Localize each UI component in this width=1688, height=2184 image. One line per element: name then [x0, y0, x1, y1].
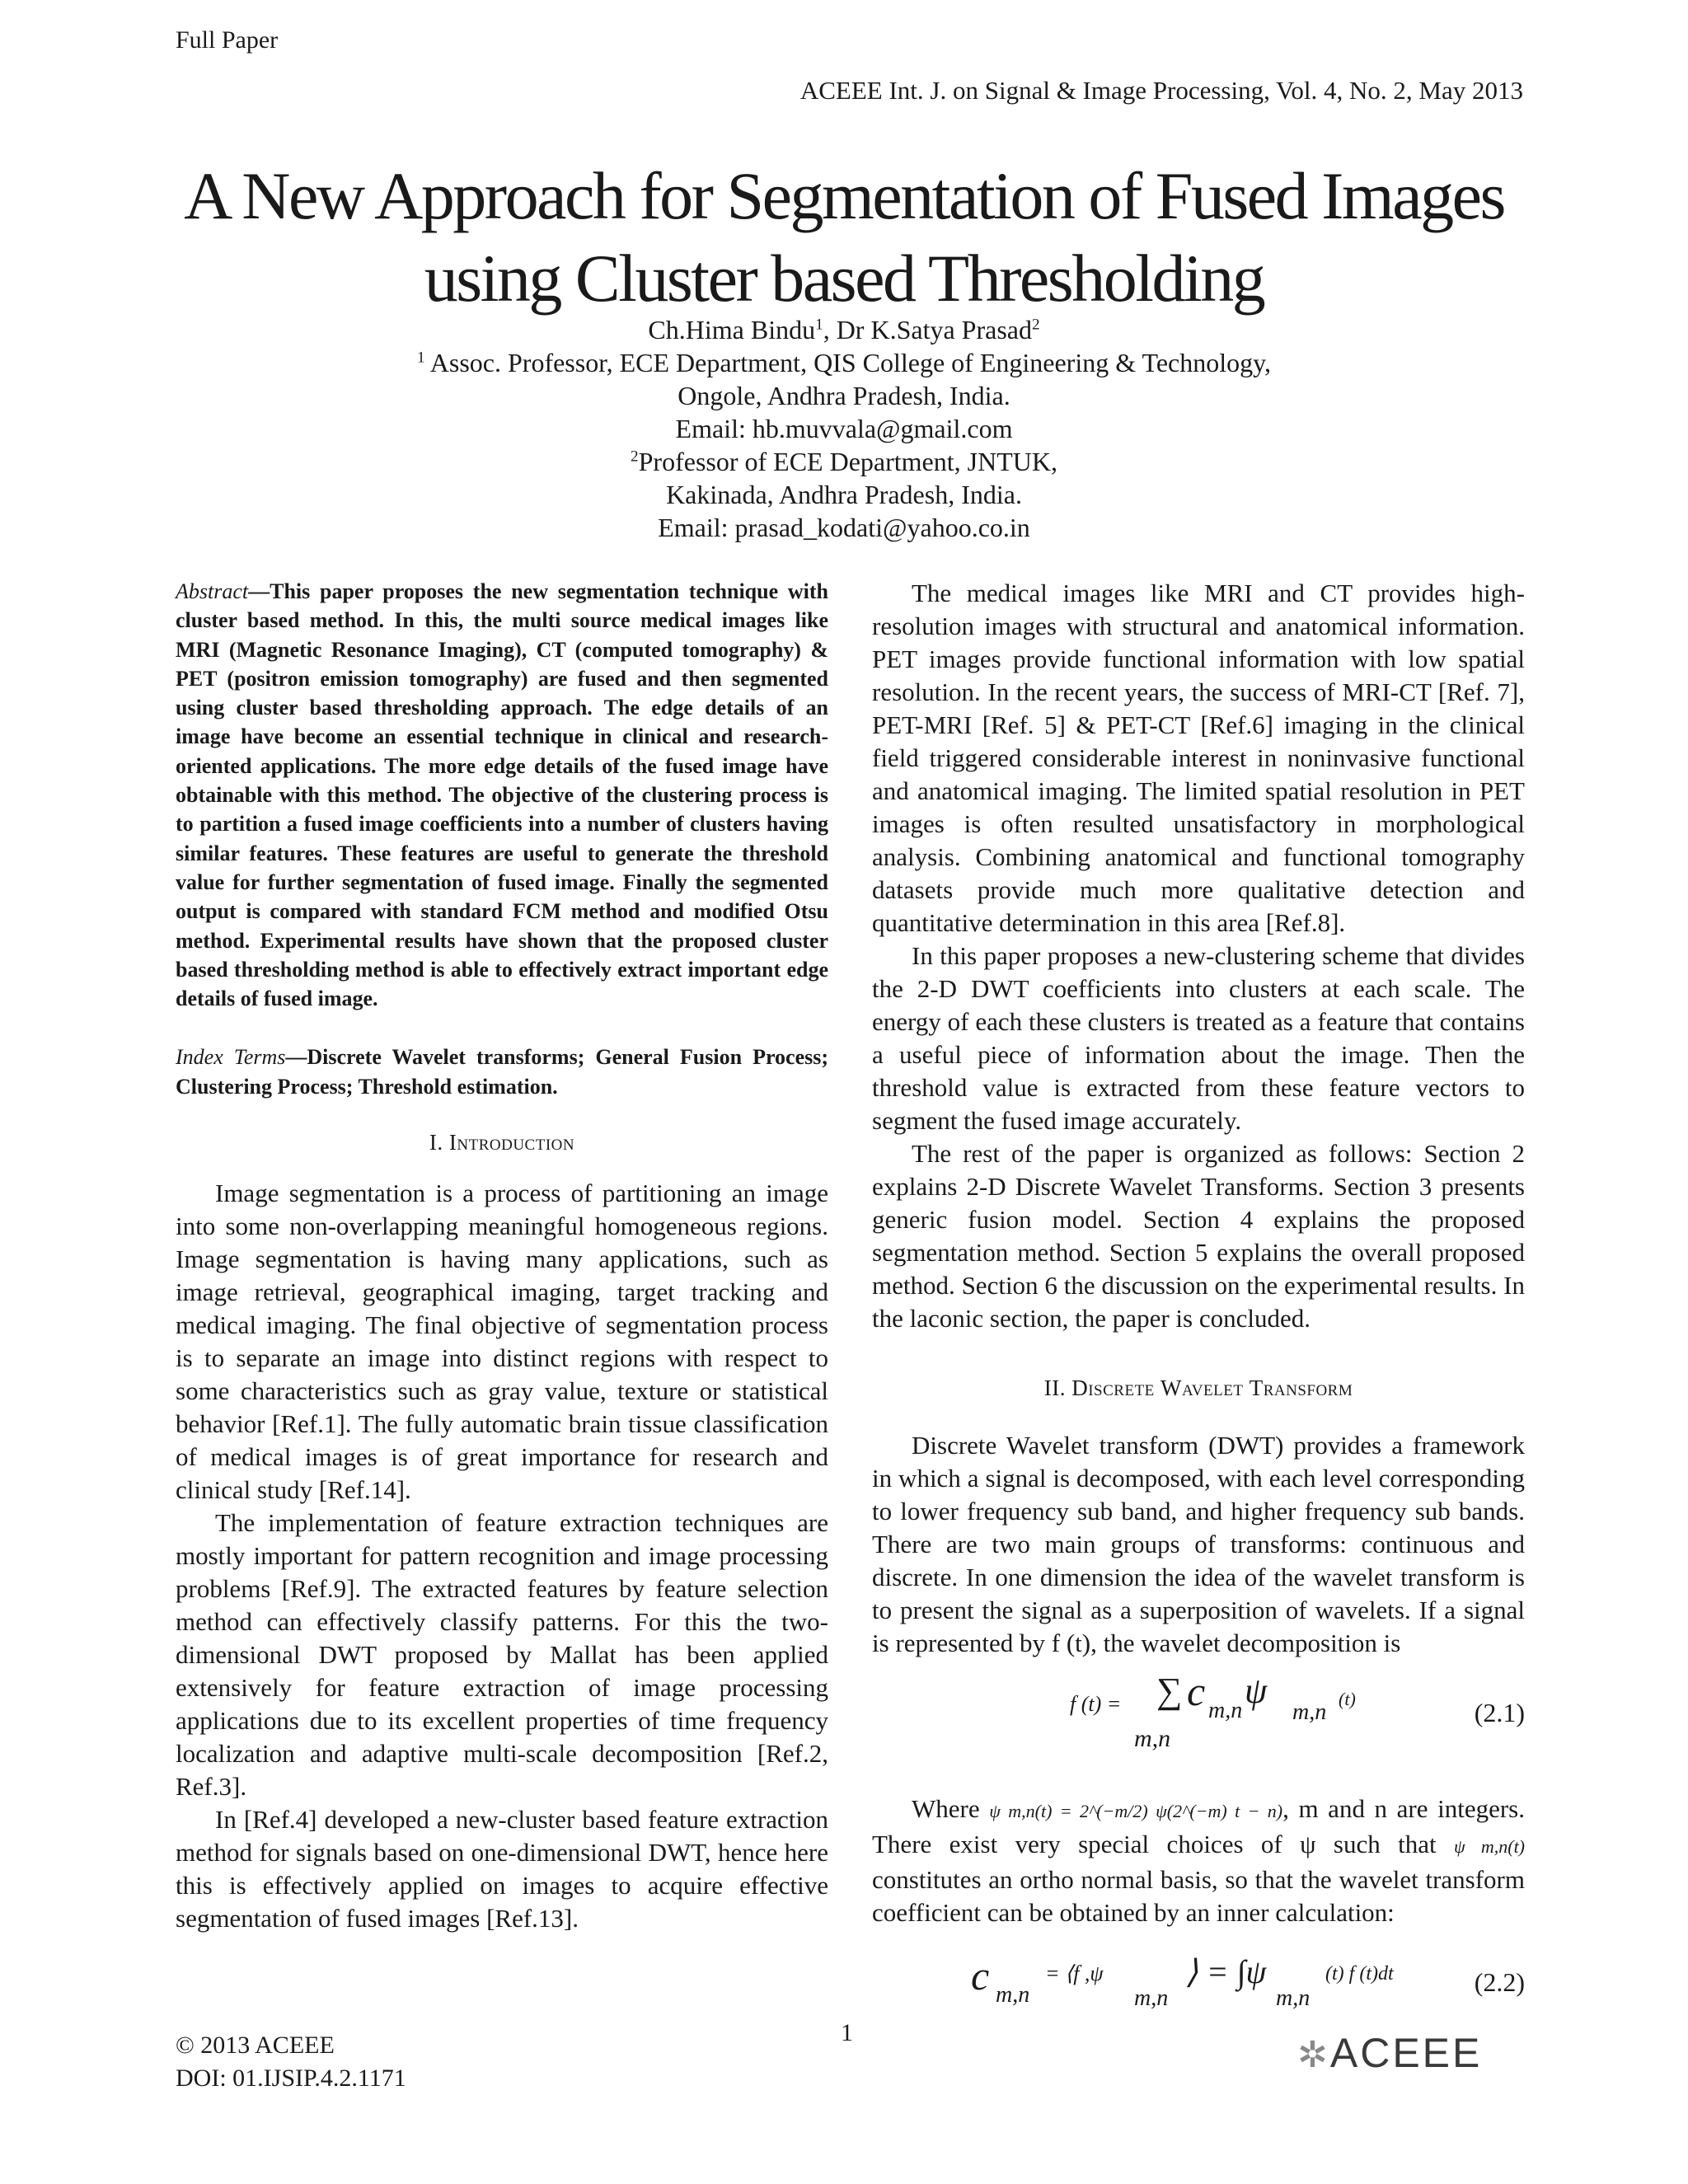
left-column	[176, 577, 828, 1935]
intro-paragraph-3: In [Ref.4] developed a new-cluster based feature extraction method for signals based on one-dimensional DWT, hence here this is effectively applied on images to acquire effective segmentation of fused images [Ref.13].	[176, 1805, 828, 1933]
equation-2-2	[872, 1946, 1525, 2032]
eq1-c: c	[1187, 1668, 1206, 1714]
eq1-psi-sub: m,n	[1292, 1699, 1327, 1725]
page-number: 1	[841, 2019, 853, 2046]
dwt-p2-c: constitutes an ortho normal basis, so that the wavelet transform coefficient can be obtained by an inner calculation:	[872, 1865, 1525, 1927]
dwt-heading-w2b: avelet	[1182, 1376, 1250, 1400]
author-2-sup: 2	[1031, 316, 1040, 334]
intro-paragraph-4: The medical images like MRI and CT provides high-resolution images with structural and anatomical information. PET images provide functional information with low spatial resolution. In the recent years, the success of MRI-CT [Ref. 7], PET-MRI [Ref. 5] & PET-CT [Ref.6] imaging in the clinical field triggered considerable interest in noninvasive functional and anatomical imaging. The limited spatial resolution in PET images is often resulted unsatisfactory in morphological analysis. Combining anatomical and functional tomography datasets provide much more qualitative detection and quantitative determination in this area [Ref.8].	[872, 579, 1525, 937]
abstract	[176, 577, 828, 1013]
affiliation-1	[0, 346, 1688, 379]
index-terms-label: Index Terms	[176, 1045, 286, 1070]
section-heading-dwt	[872, 1371, 1525, 1404]
star-icon: ✲	[1297, 2035, 1330, 2075]
author-2: , Dr K.Satya Prasad	[823, 315, 1032, 344]
author-1: Ch.Hima Bindu	[648, 315, 816, 344]
eq1-under: m,n	[1134, 1725, 1171, 1752]
eq2-tail: (t) f (t)dt	[1325, 1963, 1394, 1985]
author-block	[0, 313, 1688, 544]
intro-paragraph-1: Image segmentation is a process of partitioning an image into some non-overlapping meaningful homogeneous regions. Image segmentation is having many applications, such as image retrieval, geographical imaging, target tracking and medical imaging. The final objective of segmentation process is to separate an image into distinct regions with respect to some characteristics such as gray value, texture or statistical behavior [Ref.1]. The fully automatic brain tissue classification of medical images is of great importance for research and clinical study [Ref.14].	[176, 1179, 828, 1505]
logo-text: ACEEE	[1329, 2030, 1483, 2076]
running-header-left: Full Paper	[176, 26, 279, 54]
dwt-p2-b: , m and n are integers. There exist very special choices of ψ such that	[872, 1794, 1525, 1858]
intro-paragraph-2: The implementation of feature extraction techniques are mostly important for pattern recognition and image processing problems [Ref.9]. The extracted features by feature selection method can effectively classify patterns. For this the two-dimensional DWT proposed by Mallat has been applied extensively for feature extraction of image processing applications due to its excellent properties of time frequency localization and adaptive multi-scale decomposition [Ref.2, Ref.3].	[176, 1508, 828, 1802]
affiliation-2-line-2: Kakinada, Andhra Pradesh, India.	[666, 480, 1022, 509]
right-column	[872, 577, 1525, 2044]
eq1-number: (2.1)	[1474, 1698, 1525, 1727]
dwt-heading-w3a: T	[1249, 1376, 1264, 1400]
eq2-c-sub: m,n	[996, 1982, 1030, 2008]
intro-heading-num: I. I	[429, 1130, 457, 1155]
eq1-lhs: f (t) =	[1070, 1692, 1122, 1716]
abstract-text: —This paper proposes the new segmentation technique with cluster based method. In this, the multi source medical images like MRI (Magnetic Resonance Imaging), CT (computed tomography) & PET (positron emission tomography) are fused and then segmented using cluster based thresholding approach. The edge details of an image have become an essential technique in clinical and research-oriented applications. The more edge details of the fused image have obtainable with this method. The objective of the clustering process is to partition a fused image coefficients into a number of clusters having similar features. These features are useful to generate the threshold value for further segmentation of fused image. Finally the segmented output is compared with standard FCM method and modified Otsu method. Experimental results have shown that the proposed cluster based thresholding method is able to effectively extract important edge details of fused image.	[176, 579, 828, 1011]
intro-paragraph-6: The rest of the paper is organized as follows: Section 2 explains 2-D Discrete Wavelet Transforms. Section 3 presents generic fusion model. Section 4 explains the proposed segmentation method. Section 5 explains the overall proposed method. Section 6 the discussion on the experimental results. In the laconic section, the paper is concluded.	[872, 1139, 1525, 1333]
aceee-logo	[1297, 2029, 1482, 2077]
aff-1-sup: 1	[416, 349, 425, 367]
index-terms	[176, 1043, 828, 1101]
dwt-paragraph-2	[872, 1793, 1525, 1929]
dwt-heading-w2a: W	[1160, 1376, 1183, 1400]
eq1-c-sub: m,n	[1208, 1698, 1243, 1723]
eq2-mid-sub: m,n	[1134, 1985, 1169, 2011]
author-names	[0, 313, 1688, 346]
affiliation-2	[0, 445, 1688, 478]
dwt-p2-a: Where	[912, 1794, 980, 1823]
aff-2-line-1: Professor of ECE Department, JNTUK,	[638, 447, 1057, 476]
abstract-label: Abstract	[176, 579, 249, 603]
aff-2-sup: 2	[631, 448, 639, 466]
doi: DOI: 01.IJSIP.4.2.1171	[176, 2064, 406, 2092]
dwt-paragraph-1: Discrete Wavelet transform (DWT) provides a framework in which a signal is decomposed, with each level corresponding to lower frequency sub band, and higher frequency sub bands. There are two main groups of transforms: continuous and discrete. In one dimension the idea of the wavelet transform is to present the signal as a superposition of wavelets. If a signal is represented by f (t), the wavelet decomposition is	[872, 1431, 1525, 1657]
journal-header: ACEEE Int. J. on Signal & Image Processing, Vol. 4, No. 2, May 2013	[799, 76, 1523, 105]
equation-2-1	[872, 1668, 1525, 1758]
eq2-c: c	[971, 1952, 990, 1999]
author-1-sup: 1	[815, 316, 823, 334]
copyright: © 2013 ACEEE	[176, 2032, 335, 2059]
title-line-1: A New Approach for Segmentation of Fused Images	[184, 158, 1504, 233]
footer-left	[176, 2029, 406, 2095]
email-2: Email: prasad_kodati@yahoo.co.in	[658, 513, 1030, 542]
dwt-heading-w3b: ransform	[1263, 1376, 1353, 1400]
intro-heading-rest: ntroduction	[457, 1130, 575, 1155]
eq2-mid2: ⟩ = ∫ψ	[1185, 1953, 1267, 1990]
email-1: Email: hb.muvvala@gmail.com	[675, 414, 1013, 443]
dwt-heading-num: II. D	[1043, 1376, 1089, 1400]
intro-paragraph-5: In this paper proposes a new-clustering scheme that divides the 2-D DWT coefficients into clusters at each scale. The energy of each these clusters is treated as a feature that contains a useful piece of information about the image. Then the threshold value is extracted from these feature vectors to segment the fused image accurately.	[872, 941, 1525, 1135]
dwt-heading-w1: iscrete	[1088, 1376, 1161, 1400]
aff-1-line-1: Assoc. Professor, ECE Department, QIS College of Engineering & Technology,	[424, 348, 1272, 377]
index-terms-text: —Discrete Wavelet transforms; General Fusion Process; Clustering Process; Threshold estimation.	[176, 1045, 828, 1099]
section-heading-introduction	[176, 1126, 828, 1159]
affiliation-1-line-2: Ongole, Andhra Pradesh, India.	[678, 381, 1010, 410]
dwt-inline-math-1: ψ m,n(t) = 2^(−m/2) ψ(2^(−m) t − n)	[989, 1801, 1283, 1821]
eq2-mid: = ⟨f ,ψ	[1045, 1961, 1104, 1985]
eq1-psi: ψ	[1245, 1671, 1268, 1711]
eq1-sum: ∑	[1156, 1671, 1183, 1711]
title-line-2: using Cluster based Thresholding	[424, 241, 1264, 316]
eq2-psi-sub: m,n	[1276, 1985, 1311, 2011]
dwt-inline-math-2: ψ m,n(t)	[1454, 1836, 1526, 1857]
eq1-arg: (t)	[1339, 1689, 1356, 1709]
eq2-number: (2.2)	[1474, 1967, 1525, 1997]
paper-title	[0, 155, 1688, 320]
